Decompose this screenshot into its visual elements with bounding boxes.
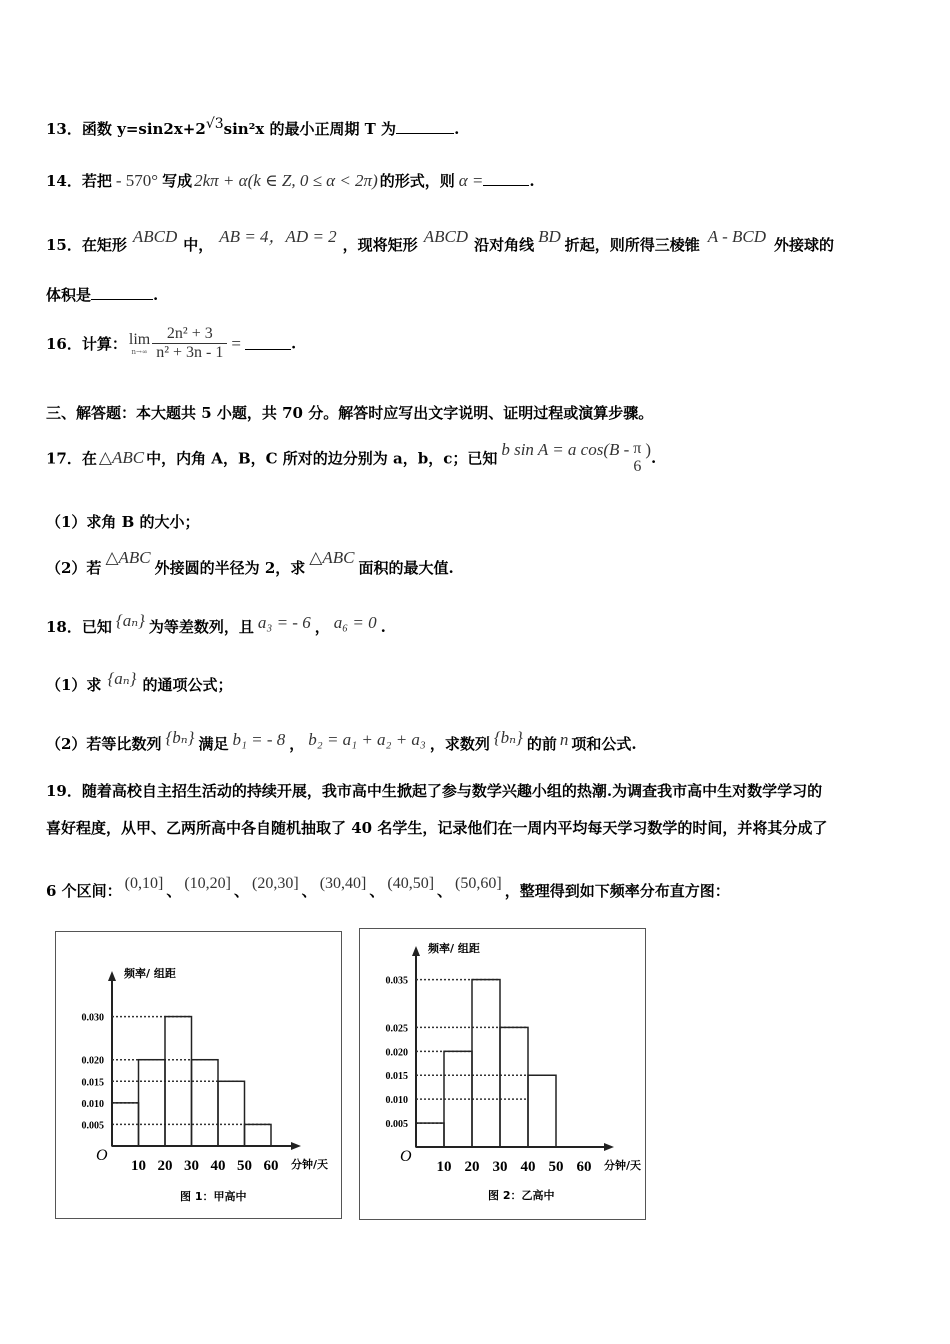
x-tick-label: 30 (492, 1159, 508, 1175)
q14-end: . (529, 172, 535, 190)
interval-5: (40,50] (387, 875, 435, 892)
q15-text-c: ，现将矩形 (342, 236, 418, 254)
q17-p2-tri: △ABC (105, 548, 151, 567)
q18-part-1 (46, 669, 233, 695)
q13-blank[interactable] (396, 121, 454, 134)
q15-text-a: 在矩形 (81, 236, 127, 254)
q18-c2: a₆ = 0 (333, 613, 377, 632)
q17-text-a: 在 (81, 449, 97, 468)
q18-number: 18． (46, 618, 82, 636)
question-15-cont (46, 284, 158, 305)
q15-text-e: 折起，则所得三棱锥 (564, 236, 700, 254)
histogram-1-frame (55, 931, 342, 1219)
x-tick-label: 50 (237, 1158, 252, 1174)
q15-text-b: 中， (183, 236, 214, 254)
x-tick-label: 50 (548, 1159, 564, 1175)
bar-40 (500, 1027, 528, 1147)
q18-text-a: 已知 (81, 618, 112, 636)
histogram-1 (56, 932, 341, 1218)
q19-line-3 (46, 875, 730, 901)
q18-p2-c1: b₁ = - 8 (232, 730, 286, 749)
q15-blank[interactable] (91, 287, 153, 300)
y-axis-arrow (412, 946, 420, 956)
q18-p2-d: 的前 (526, 735, 557, 753)
q19-line3-b: ，整理得到如下频率分布直方图： (504, 882, 730, 900)
x-axis-arrow (604, 1143, 614, 1151)
x-tick-label: 60 (576, 1159, 592, 1175)
bar-40 (192, 1060, 219, 1146)
q16-end: . (290, 334, 297, 353)
histogram-2-frame (359, 928, 646, 1220)
x-axis-label: 分钟/天 (291, 1158, 329, 1171)
q15-number: 15． (46, 236, 82, 254)
q17-part-1: （1）求角 B 的大小； (46, 513, 200, 531)
q14-form: 2kπ + α(k ∈ Z, 0 ≤ α < 2π) (194, 171, 378, 190)
q16-eq: = (231, 333, 241, 353)
q18-comma: ， (314, 618, 330, 636)
interval-6: (50,60] (455, 875, 502, 892)
q16-lim-sub: n→∞ (131, 347, 148, 356)
y-tick-label: 0.030 (81, 1012, 104, 1024)
q16-blank[interactable] (245, 337, 291, 350)
q18-p2-c2: b₂ = a₁ + a₂ + a₃ (308, 730, 426, 749)
q17-eq-right: ) (645, 440, 652, 459)
q18-p2-n: n (559, 730, 569, 749)
q16-fraction (152, 325, 227, 362)
q19-number: 19． (46, 782, 82, 800)
question-13 (46, 116, 459, 139)
q16-lim: lim (128, 330, 151, 348)
q13-text-b: sin²x 的最小正周期 T 为 (223, 120, 397, 138)
q15-diag: BD (538, 227, 561, 246)
bar-20 (139, 1060, 166, 1146)
y-axis-label: 频率/ 组距 (124, 967, 176, 980)
q18-p2-a: （2）若等比数列 (46, 735, 162, 753)
q17-pi-over-6 (629, 440, 645, 476)
section-3-heading: 三、解答题：本大题共 5 小题，共 70 分。解答时应写出文字说明、证明过程或演算步骤。 (46, 404, 654, 422)
y-tick-label: 0.035 (385, 975, 408, 987)
q17-text-b: 中，内角 A，B，C 所对的边分别为 a，b，c；已知 (146, 449, 498, 468)
q16-limit (129, 332, 150, 356)
q13-sqrt: √3 (205, 116, 224, 132)
q14-blank[interactable] (483, 173, 529, 186)
q15-line2: 体积是 (46, 286, 92, 304)
q18-seq: {aₙ} (115, 611, 145, 630)
question-16 (46, 325, 296, 362)
origin-label: O (400, 1148, 412, 1165)
q16-den: n² + 3n - 1 (156, 344, 224, 361)
y-tick-label: 0.005 (81, 1120, 104, 1132)
q16-num: 2n² + 3 (152, 325, 227, 344)
q18-p2-b: 满足 (198, 735, 229, 753)
x-tick-label: 30 (184, 1158, 199, 1174)
q13-end: . (454, 120, 460, 138)
q18-p1-seq: {aₙ} (107, 669, 137, 688)
bar-60 (245, 1124, 272, 1146)
q18-p1-b: 的通项公式； (142, 676, 233, 694)
q18-end: . (380, 618, 386, 636)
q17-number: 17． (46, 449, 82, 468)
x-tick-label: 40 (520, 1159, 536, 1175)
y-tick-label: 0.005 (385, 1119, 408, 1131)
q13-text-a: 函数 y=sin2x+2 (81, 120, 206, 138)
y-tick-label: 0.015 (81, 1077, 104, 1089)
question-18 (46, 611, 386, 637)
x-axis-arrow (291, 1142, 301, 1150)
question-17 (46, 440, 656, 476)
q14-number: 14． (46, 172, 82, 190)
origin-label: O (96, 1147, 108, 1164)
q17-p2-c: 面积的最大值. (358, 559, 454, 577)
y-tick-label: 0.010 (385, 1095, 408, 1107)
question-14 (46, 170, 535, 191)
interval-2: (10,20] (184, 875, 231, 892)
q18-p2-comma: ， (289, 735, 305, 753)
q18-p1-a: （1）求 (46, 676, 102, 694)
y-tick-label: 0.025 (385, 1023, 408, 1035)
interval-3: (20,30] (252, 875, 299, 892)
x-tick-label: 10 (436, 1159, 452, 1175)
q15-text-d: 沿对角线 (474, 236, 535, 254)
q18-c1: a₃ = - 6 (257, 613, 311, 632)
q13-number: 13． (46, 120, 82, 138)
interval-separator: 、 (437, 882, 453, 900)
q15-rect: ABCD (132, 227, 178, 246)
q16-number: 16． (46, 335, 82, 353)
y-axis-arrow (108, 971, 116, 981)
q14-angle: - 570° (115, 171, 159, 190)
q17-p2-tri2: △ABC (309, 548, 355, 567)
q15-given: AB = 4，AD = 2 (219, 227, 337, 246)
bar-10 (416, 1123, 444, 1147)
interval-4: (30,40] (319, 875, 367, 892)
q18-p2-seq2: {bₙ} (493, 728, 523, 747)
interval-separator: 、 (369, 882, 385, 900)
question-15 (46, 227, 835, 255)
q15-pyr: A - BCD (707, 227, 767, 246)
q17-pi: π (633, 440, 642, 457)
q16-text-a: 计算： (81, 335, 127, 353)
x-tick-label: 40 (210, 1158, 226, 1174)
q17-eq-left: b sin A = a cos(B - (501, 440, 630, 459)
q15-rect2: ABCD (423, 227, 469, 246)
y-tick-label: 0.010 (81, 1098, 104, 1110)
q15-end: . (153, 286, 159, 304)
y-axis-label: 频率/ 组距 (428, 942, 480, 955)
y-tick-label: 0.015 (385, 1071, 408, 1083)
q17-tri: △ABC (98, 448, 145, 467)
q14-alpha: α = (458, 171, 484, 190)
q14-text-b: 写成 (162, 172, 193, 190)
y-tick-label: 0.020 (385, 1047, 408, 1059)
y-tick-label: 0.020 (81, 1055, 104, 1067)
q18-p2-seq: {bₙ} (165, 728, 195, 747)
figure-caption: 图 1：甲高中 (180, 1190, 247, 1203)
x-axis-label: 分钟/天 (604, 1159, 642, 1172)
x-tick-label: 10 (131, 1158, 146, 1174)
bar-50 (528, 1075, 556, 1147)
q18-part-2 (46, 728, 637, 754)
x-tick-label: 20 (157, 1158, 173, 1174)
q19-line3-a: 6 个区间： (46, 882, 122, 900)
q19-line1: 随着高校自主招生活动的持续开展，我市高中生掀起了参与数学兴趣小组的热潮.为调查我市高中生对数学学习的 (81, 782, 823, 800)
question-19 (46, 780, 822, 801)
interval-separator: 、 (301, 882, 317, 900)
q17-p2-a: （2）若 (46, 559, 102, 577)
q18-p2-e: 项和公式. (571, 735, 637, 753)
q18-text-b: 为等差数列，且 (148, 618, 254, 636)
interval-separator: 、 (166, 882, 182, 900)
histogram-2 (360, 929, 645, 1219)
bar-50 (218, 1081, 245, 1146)
q17-end: . (651, 449, 657, 467)
q17-p2-b: 外接圆的半径为 2，求 (154, 559, 306, 577)
x-tick-label: 20 (464, 1159, 480, 1175)
q14-text-c: 的形式，则 (379, 172, 455, 190)
figure-caption: 图 2：乙高中 (488, 1189, 555, 1202)
x-tick-label: 60 (263, 1158, 279, 1174)
q18-p2-c: ，求数列 (429, 735, 490, 753)
q19-line-2: 喜好程度，从甲、乙两所高中各自随机抽取了 40 名学生，记录他们在一周内平均每天学习数学的时间，并将其分成了 (46, 819, 828, 837)
interval-1: (0,10] (124, 875, 164, 892)
q19-intervals (122, 875, 505, 900)
q17-six: 6 (633, 458, 642, 475)
q14-text-a: 若把 (81, 172, 112, 190)
q17-part-2 (46, 548, 454, 578)
interval-separator: 、 (234, 882, 250, 900)
q15-text-f: 外接球的 (774, 236, 835, 254)
bar-30 (472, 980, 500, 1147)
